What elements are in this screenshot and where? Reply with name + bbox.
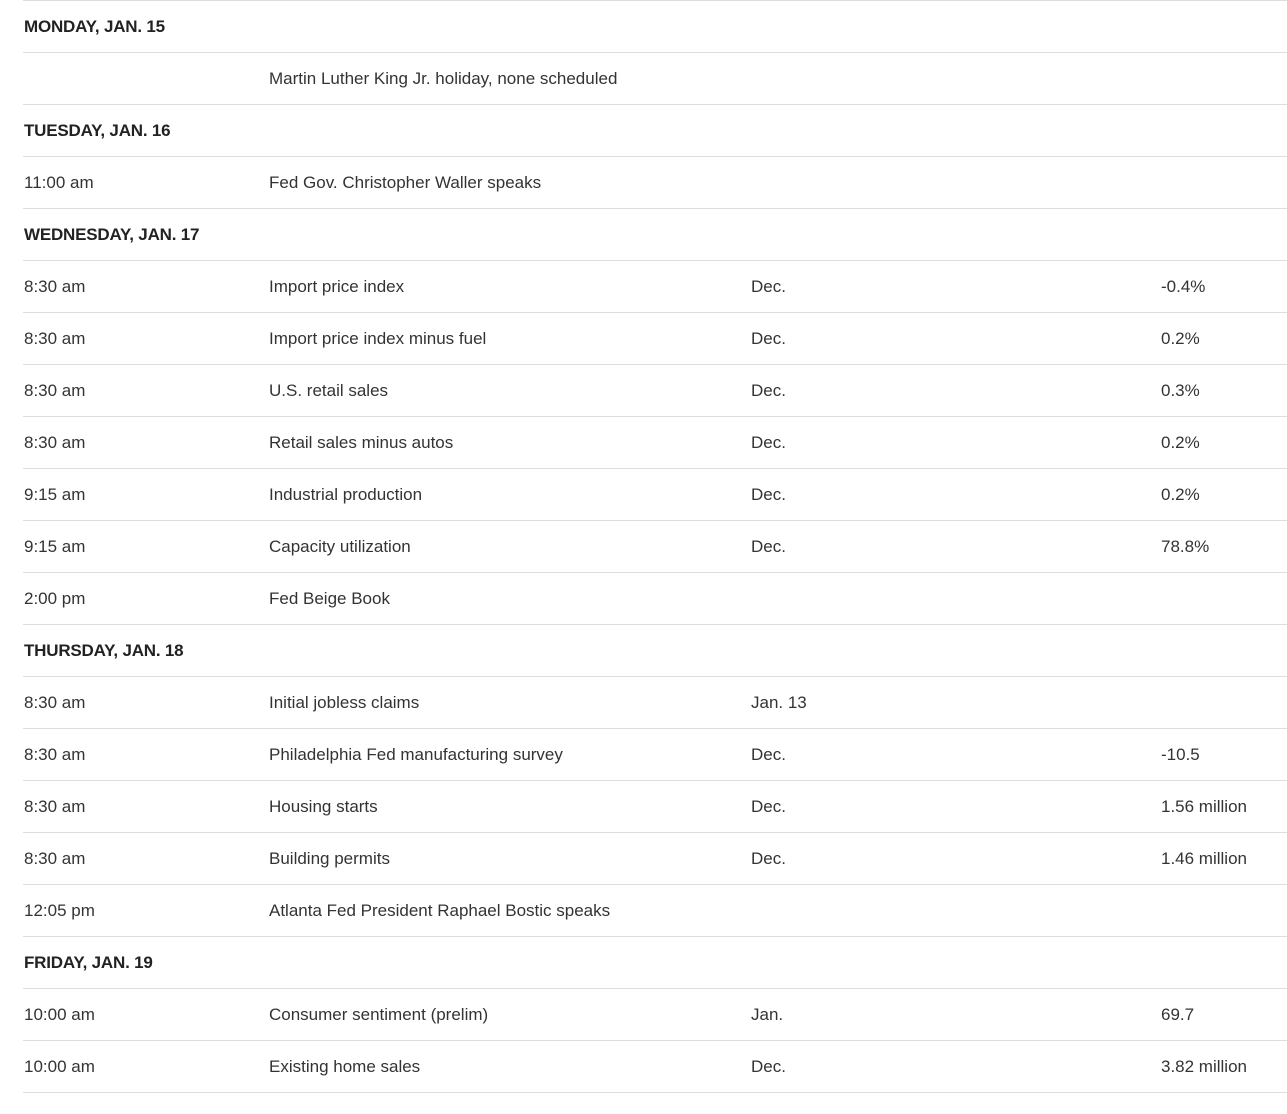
event-value: 0.3% <box>1161 381 1200 400</box>
day-header-row <box>23 105 1287 157</box>
event-time: 12:05 pm <box>24 901 95 920</box>
event-row <box>23 157 1287 209</box>
economic-calendar-table <box>23 0 1287 1093</box>
day-header-label: WEDNESDAY, JAN. 17 <box>24 225 200 244</box>
day-header-label: THURSDAY, JAN. 18 <box>24 641 184 660</box>
event-time: 2:00 pm <box>24 589 86 608</box>
event-row <box>23 417 1287 469</box>
event-name: Import price index <box>269 277 405 296</box>
event-period: Dec. <box>751 1057 786 1076</box>
day-header-row <box>23 937 1287 989</box>
event-time: 9:15 am <box>24 485 86 504</box>
day-header-row <box>23 209 1287 261</box>
event-value: 0.2% <box>1161 329 1200 348</box>
event-name: Initial jobless claims <box>269 693 420 712</box>
day-header-row <box>23 1 1287 53</box>
event-time: 8:30 am <box>24 693 86 712</box>
event-time: 10:00 am <box>24 1057 95 1076</box>
event-row <box>23 677 1287 729</box>
event-period: Jan. 13 <box>751 693 807 712</box>
event-row <box>23 53 1287 105</box>
event-row <box>23 989 1287 1041</box>
event-value: -10.5 <box>1161 745 1200 764</box>
event-period: Dec. <box>751 849 786 868</box>
event-period: Dec. <box>751 277 786 296</box>
event-time: 8:30 am <box>24 329 86 348</box>
event-value: 69.7 <box>1161 1005 1195 1024</box>
event-period: Dec. <box>751 381 786 400</box>
day-header-label: TUESDAY, JAN. 16 <box>24 121 171 140</box>
event-period: Dec. <box>751 433 786 452</box>
event-value: 1.56 million <box>1161 797 1247 816</box>
event-period: Dec. <box>751 537 786 556</box>
event-time: 8:30 am <box>24 745 86 764</box>
event-period: Jan. <box>751 1005 784 1024</box>
event-row <box>23 781 1287 833</box>
day-header-row <box>23 625 1287 677</box>
event-value: 1.46 million <box>1161 849 1247 868</box>
event-time: 11:00 am <box>24 173 94 192</box>
event-time: 8:30 am <box>24 797 86 816</box>
event-name: Capacity utilization <box>269 537 411 556</box>
event-row <box>23 885 1287 937</box>
event-name: Fed Beige Book <box>269 589 390 608</box>
event-name: Industrial production <box>269 485 423 504</box>
event-time: 8:30 am <box>24 381 86 400</box>
event-name: Fed Gov. Christopher Waller speaks <box>269 173 542 192</box>
event-time: 9:15 am <box>24 537 86 556</box>
event-row <box>23 365 1287 417</box>
event-name: U.S. retail sales <box>269 381 389 400</box>
event-period: Dec. <box>751 329 786 348</box>
event-name: Consumer sentiment (prelim) <box>269 1005 489 1024</box>
event-name: Import price index minus fuel <box>269 329 487 348</box>
event-row <box>23 1041 1287 1093</box>
event-value: 78.8% <box>1161 537 1210 556</box>
event-name: Martin Luther King Jr. holiday, none scheduled <box>269 69 618 88</box>
event-name: Philadelphia Fed manufacturing survey <box>269 745 563 764</box>
event-period: Dec. <box>751 485 786 504</box>
day-header-label: MONDAY, JAN. 15 <box>24 17 165 36</box>
event-row <box>23 261 1287 313</box>
event-time: 10:00 am <box>24 1005 95 1024</box>
day-header-label: FRIDAY, JAN. 19 <box>24 953 153 972</box>
event-period: Dec. <box>751 745 786 764</box>
event-time: 8:30 am <box>24 277 86 296</box>
event-value: 0.2% <box>1161 485 1200 504</box>
event-row <box>23 521 1287 573</box>
event-time: 8:30 am <box>24 849 86 868</box>
event-time: 8:30 am <box>24 433 86 452</box>
event-name: Existing home sales <box>269 1057 421 1076</box>
event-name: Retail sales minus autos <box>269 433 454 452</box>
event-row <box>23 573 1287 625</box>
event-row <box>23 469 1287 521</box>
event-name: Building permits <box>269 849 390 868</box>
event-row <box>23 833 1287 885</box>
event-row <box>23 313 1287 365</box>
event-row <box>23 729 1287 781</box>
event-name: Atlanta Fed President Raphael Bostic speaks <box>269 901 611 920</box>
event-value: 0.2% <box>1161 433 1200 452</box>
event-name: Housing starts <box>269 797 378 816</box>
event-period: Dec. <box>751 797 786 816</box>
event-value: 3.82 million <box>1161 1057 1247 1076</box>
event-value: -0.4% <box>1161 277 1206 296</box>
